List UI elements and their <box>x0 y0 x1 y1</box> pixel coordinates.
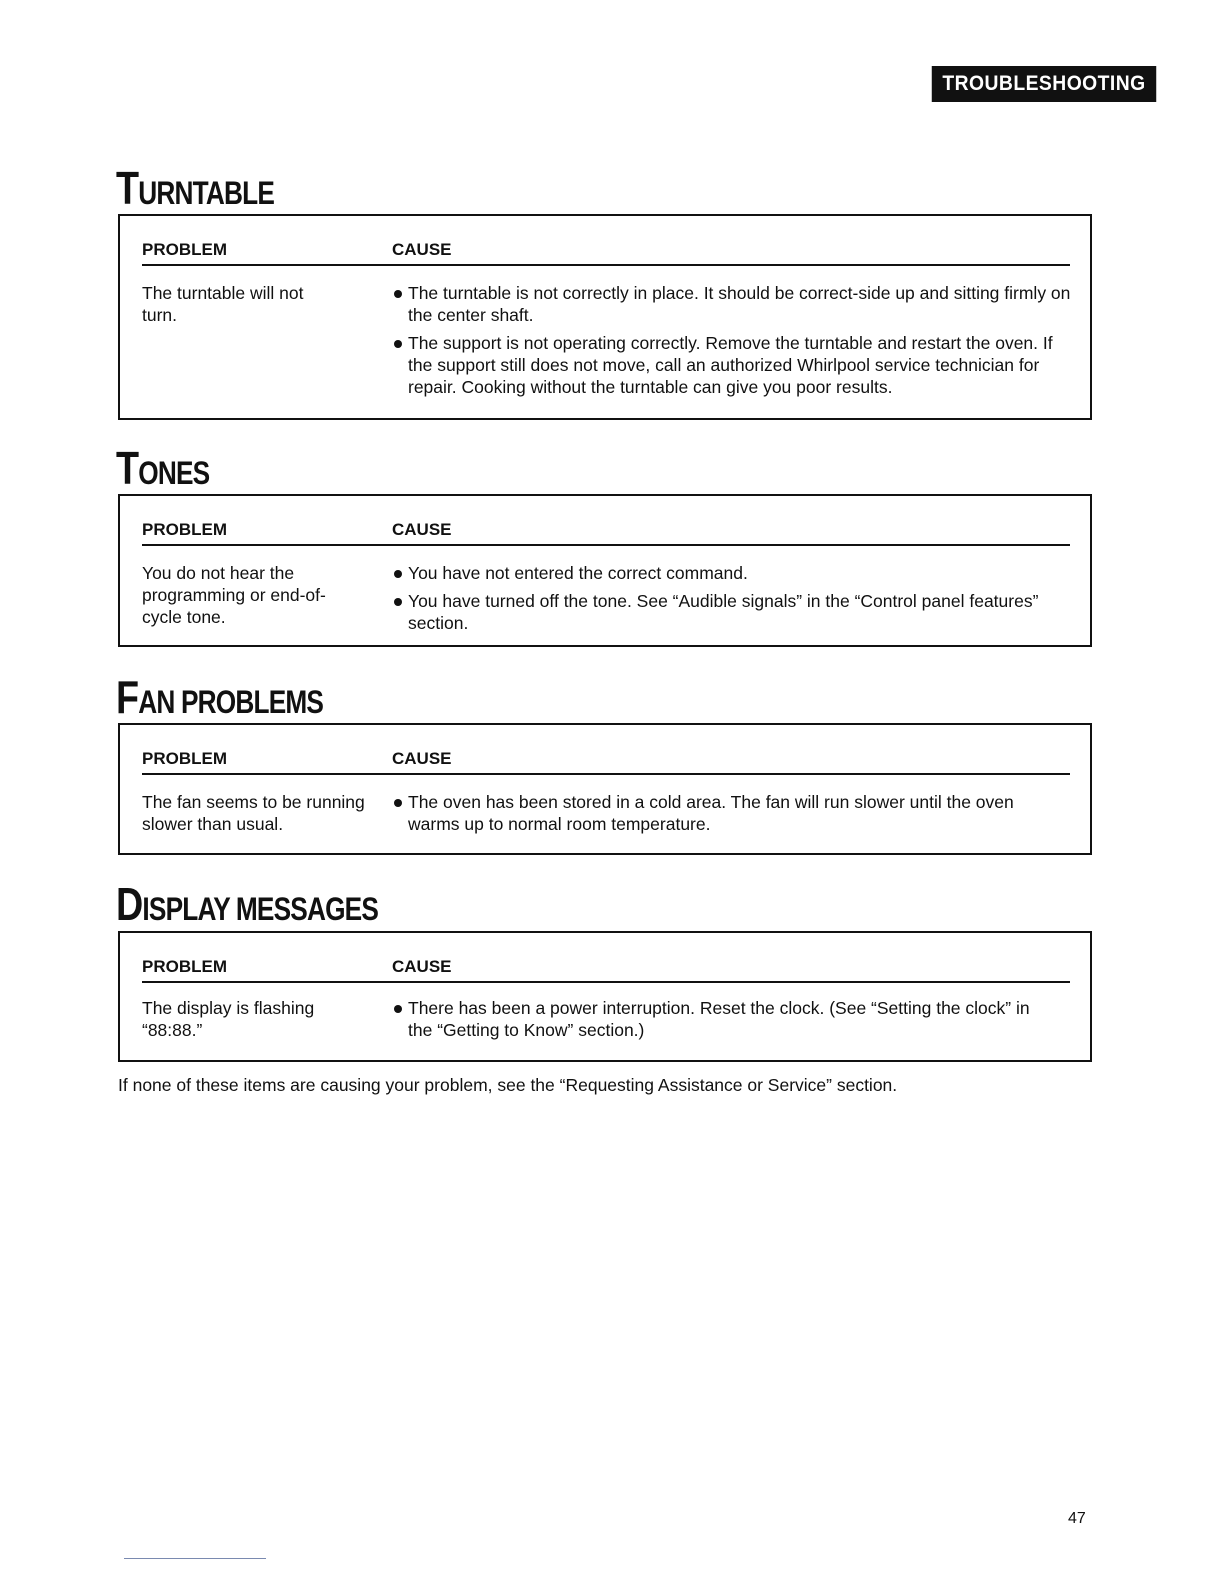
problem-text: You do not hear the programming or end-of-cycle tone. <box>142 563 326 627</box>
cause-header: CAUSE <box>392 240 452 259</box>
problem-header: PROBLEM <box>142 240 227 259</box>
problem-text: The fan seems to be running slower than usual. <box>142 792 365 834</box>
fan-problems-table <box>118 723 1092 855</box>
title-initial: D <box>116 878 143 930</box>
cause-list <box>392 791 1048 841</box>
cause-item <box>392 332 1078 398</box>
bullet-icon <box>394 1005 402 1013</box>
bullet-icon <box>394 570 402 578</box>
cause-header: CAUSE <box>392 520 452 539</box>
tones-table <box>118 494 1092 647</box>
cause-text: You have not entered the correct command. <box>408 563 748 583</box>
title-rest: ISPLAY MESSAGES <box>142 891 379 927</box>
cause-text: The turntable is not correctly in place. It should be correct-side up and sitting firmly on the center shaft. <box>408 283 1071 325</box>
bullet-icon <box>394 290 402 298</box>
problem-header: PROBLEM <box>142 749 227 768</box>
troubleshooting-tab: TROUBLESHOOTING <box>932 66 1156 102</box>
title-rest: URNTABLE <box>138 175 275 211</box>
title-initial: T <box>116 162 139 214</box>
title-initial: F <box>116 671 139 723</box>
display-messages-table <box>118 931 1092 1062</box>
cause-header: CAUSE <box>392 957 452 976</box>
bullet-icon <box>394 340 402 348</box>
problem-text: The display is flashing “88:88.” <box>142 998 315 1040</box>
cause-item <box>392 590 1078 634</box>
section-title-display-messages <box>116 878 379 930</box>
cause-item <box>392 997 1038 1041</box>
table-header <box>142 947 1070 983</box>
problem-text: The turntable will not turn. <box>142 283 304 325</box>
cause-text: You have turned off the tone. See “Audible signals” in the “Control panel features” section. <box>408 591 1039 633</box>
bullet-icon <box>394 799 402 807</box>
bottom-rule <box>124 1558 266 1559</box>
cause-text: The support is not operating correctly. Remove the turntable and restart the oven. If the support still does not move, call an authorized Whirlpool service technician for repair. Cooking without the turntable can give you poor results. <box>408 333 1053 397</box>
table-header <box>142 230 1070 266</box>
section-title-turntable <box>116 162 275 214</box>
title-rest: ONES <box>138 455 210 491</box>
cause-list <box>392 562 1078 640</box>
cause-text: There has been a power interruption. Reset the clock. (See “Setting the clock” in the “Getting to Know” section.) <box>408 998 1030 1040</box>
cause-item <box>392 791 1048 835</box>
bullet-icon <box>394 598 402 606</box>
problem-header: PROBLEM <box>142 957 227 976</box>
table-header <box>142 739 1070 775</box>
turntable-table <box>118 214 1092 420</box>
section-title-fan-problems <box>116 671 324 723</box>
cause-list <box>392 282 1078 404</box>
cause-header: CAUSE <box>392 749 452 768</box>
footer-note: If none of these items are causing your problem, see the “Requesting Assistance or Service” section. <box>118 1075 898 1095</box>
title-initial: T <box>116 442 139 494</box>
title-rest: AN PROBLEMS <box>138 684 324 720</box>
problem-header: PROBLEM <box>142 520 227 539</box>
cause-list <box>392 997 1038 1047</box>
table-header <box>142 510 1070 546</box>
page-number: 47 <box>1068 1510 1086 1527</box>
cause-item <box>392 562 1078 584</box>
section-title-tones <box>116 442 210 494</box>
cause-item <box>392 282 1078 326</box>
cause-text: The oven has been stored in a cold area. The fan will run slower until the oven warms up to normal room temperature. <box>408 792 1014 834</box>
